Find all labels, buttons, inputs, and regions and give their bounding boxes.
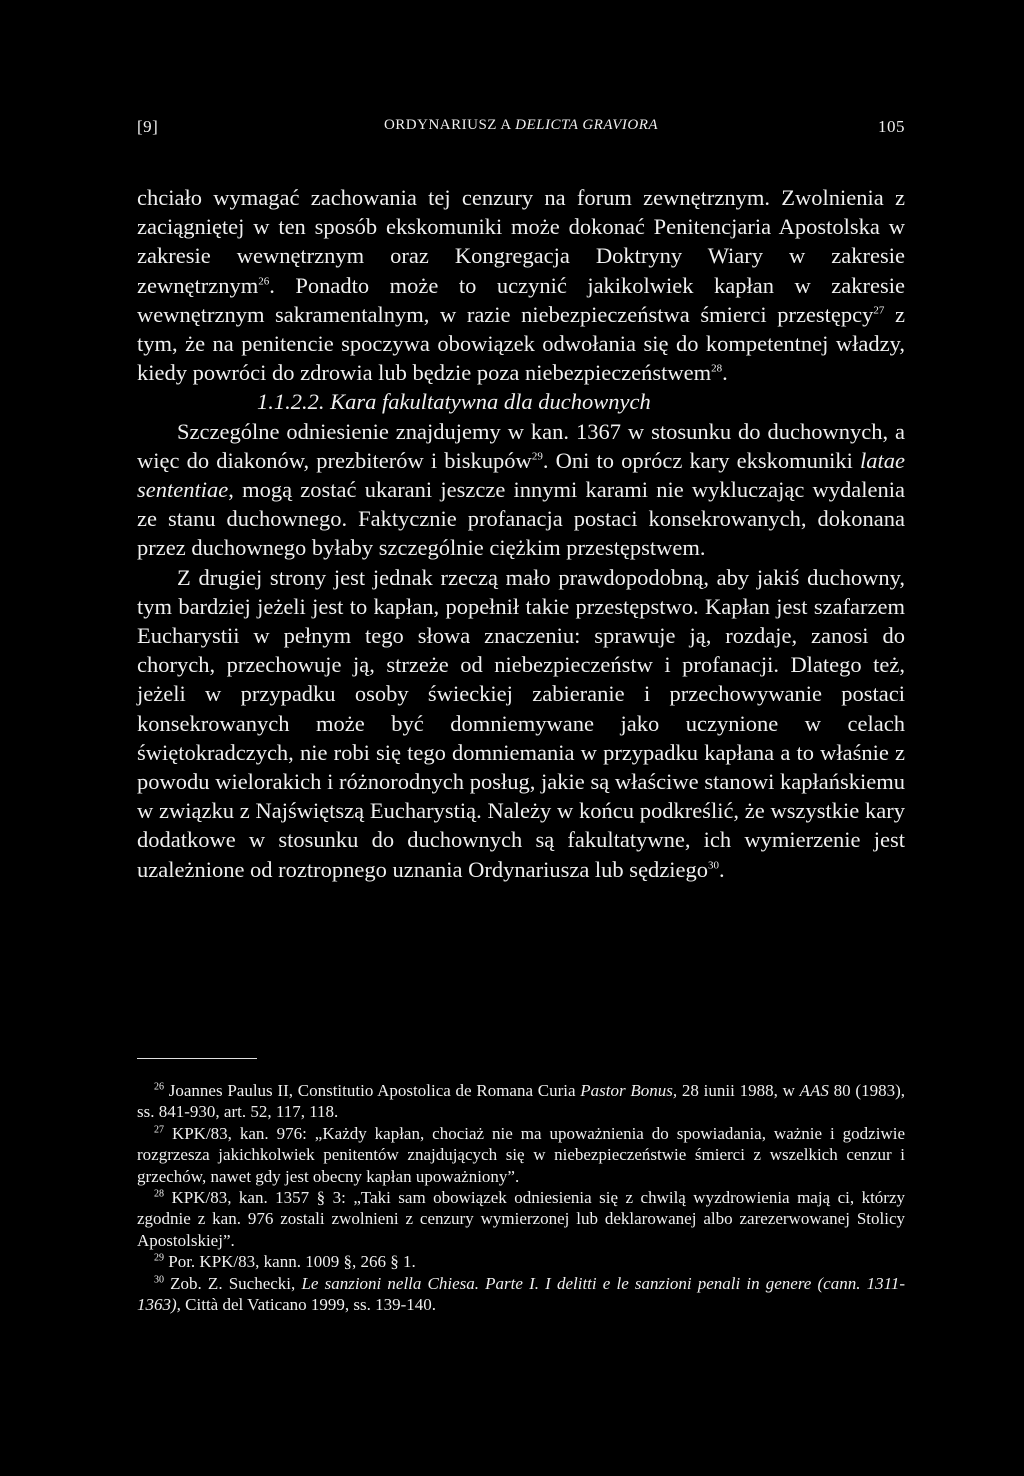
running-head-title: ORDYNARIUSZ A DELICTA GRAVIORA (383, 117, 659, 133)
footnote-27: $^{27}$ KPK/83, kan. 976: „Każdy kapłan, chociaż nie ma upoważnienia do spowiadania, ważnie i godziwie rozgrzesza jakichkolwiek penitentów znajdujących się w niebezpieczeństwie śmierci z wszelkich cenzur i grzechów, nawet gdy jest obecny kapłan upoważniony”. (137, 1123, 905, 1186)
footnote-30: $^{30}$ Zob. Z. Suchecki, Le sanzioni nella Chiesa. Parte I. I delitti e le sanzioni penali in genere (cann. 1311-1363), Città del Vaticano 1999, ss. 139-140. (137, 1273, 905, 1315)
paragraph-1: chciało wymagać zachowania tej cenzury na forum zewnętrznym. Zwolnienia z zaciągniętej w ten sposób ekskomuniki może dokonać Penitencjaria Apostolska w zakresie wewnętrznym oraz Kongregacja Doktryny Wiary w zakresie zewnętrznym$^{26}$. Ponadto może to uczynić jakikolwiek kapłan w zakresie wewnętrznym sakramentalnym, w razie niebezpieczeństwa śmierci przestępcy$^{27}$ z tym, że na penitencie spoczywa obowiązek odwołania się do kompetentnej władzy, kiedy powróci do zdrowia lub będzie poza niebezpieczeństwem$^{28}$. (137, 185, 905, 386)
paragraph-3: Z drugiej strony jest jednak rzeczą mało prawdopodobną, aby jakiś duchowny, tym bardziej jeżeli jest to kapłan, popełnił takie przestępstwo. Kapłan jest szafarzem Eucharystii w pełnym tego słowa znaczeniu: sprawuje ją, rozdaje, zanosi do chorych, przechowuje ją, strzeże od niebezpieczeństw i profanacji. Dlatego też, jeżeli w przypadku osoby świeckiej zabieranie i przechowywanie postaci konsekrowanych może być domniemywane jako uczynione w celach świętokradczych, nie robi się tego domniemania w przypadku kapłana a to właśnie z powodu wielorakich i różnorodnych posług, jakie są właściwe stanowi kapłańskiemu w związku z Najświętszą Eucharystią. Należy w końcu podkreślić, że wszystkie kary dodatkowe w stosunku do duchownych są fakultatywne, ich wymierzenie jest uzależnione od roztropnego uznania Ordynariusza lub sędziego$^{30}$. (137, 564, 905, 882)
footnote-ref-30: 30 (708, 859, 720, 872)
footnote-29: $^{29}$ Por. KPK/83, kann. 1009 §, 266 § 1. (154, 1252, 416, 1272)
page-number: 105 (878, 117, 905, 136)
footnote-ref-28: 28 (711, 362, 723, 375)
footnote-28: $^{28}$ KPK/83, kan. 1357 § 3: „Taki sam obowiązek odniesienia się z chwilą wyzdrowienia mają ci, którzy zgodnie z kan. 976 zostali zwolnieni z cenzury wymierzonej lub deklarowanej albo zarezerwowanej Stolicy Apostolskiej”. (137, 1188, 905, 1250)
footnote-26: $^{26}$ Joannes Paulus II, Constitutio Apostolica de Romana Curia Pastor Bonus, 28 iunii 1988, w AAS 80 (1983), ss. 841-930, art. 52, 117, 118. (137, 1081, 906, 1122)
running-header (137, 117, 905, 139)
page-reference: [9] (137, 117, 159, 136)
footnote-ref-27: 27 (873, 304, 885, 317)
main-text (137, 183, 905, 884)
footnote-ref-29: 29 (531, 450, 543, 463)
section-heading: 1.1.2.2. Kara fakultatywna dla duchownych (257, 389, 651, 415)
footnotes (137, 1080, 905, 1315)
footnote-ref-26: 26 (258, 275, 270, 288)
footnote-separator (137, 1058, 257, 1059)
paragraph-2: Szczególne odniesienie znajdujemy w kan. 1367 w stosunku do duchownych, a więc do diakonów, prezbiterów i biskupów$^{29}$. Oni to oprócz kary ekskomuniki latae sententiae, mogą zostać ukarani jeszcze innymi karami nie wykluczając wydalenia ze stanu duchownego. Faktycznie profanacja postaci konsekrowanych, dokonana przez duchownego byłaby szczególnie ciężkim przestępstwem. (137, 418, 905, 561)
